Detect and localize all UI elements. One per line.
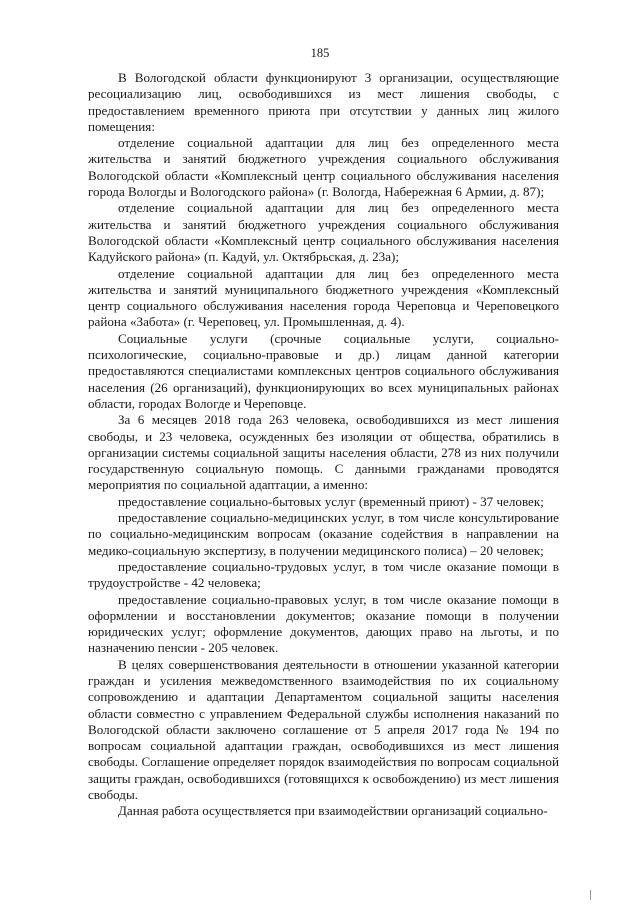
paragraph-cherepovets-department: отделение социальной адаптации для лиц без определенного места жительства и занятий муниципального бюджетного учреждения «Комплексный центр социального обслуживания населения города Череповца и Череповецкого района «Забота» (г. Череповец, ул. Промышленная, д. 4). [88,265,559,330]
list-item-labor-services: предоставление социально-трудовых услуг, в том числе оказание помощи в трудоустройстве - 42 человека; [88,558,559,591]
page-number: 185 [310,46,330,60]
scan-mark [590,890,591,900]
list-item-medical-services: предоставление социально-медицинских услуг, в том числе консультирование по социально-медицинским вопросам (оказание содействия в направлении на медико-социальную экспертизу, в получении медицинского полиса) – 20 человек; [88,510,559,558]
paragraph-closing-fragment: Данная работа осуществляется при взаимодействии организаций социально- [118,803,548,819]
paragraph-vologda-department: отделение социальной адаптации для лиц без определенного места жительства и занятий бюджетного учреждения социального обслуживания Вологодской области «Комплексный центр социального обслуживания населения города Вологды и Вологодского района» (г. Вологда, Набережная 6 Армии, д. 87); [88,135,559,200]
paragraph-social-services: Социальные услуги (срочные социальные услуги, социально-психологические, социально-правовые и др.) лицам данной категории предоставляются специалистами комплексных центров социального обслуживания населения (26 организаций), функционирующих во всех муниципальных районах области, городах Вологде и Череповце. [88,330,559,411]
paragraph-kaduy-department: отделение социальной адаптации для лиц без определенного места жительства и занятий бюджетного учреждения социального обслуживания Вологодской области «Комплексный центр социального обслуживания населения Кадуйского района» (п. Кадуй, ул. Октябрьская, д. 23а); [88,200,559,265]
list-item-legal-services: предоставление социально-правовых услуг, в том числе оказание помощи в оформлении и восстановлении документов; оказание помощи в получении юридических услуг; оформление документов, дающих право на льготы, и по назначению пенсии - 205 человек. [88,591,559,656]
list-item-household-services: предоставление социально-бытовых услуг (временный приют) - 37 человек; [118,493,544,509]
paragraph-intro: В Вологодской области функционируют 3 организации, осуществляющие ресоциализацию лиц, освободившихся из мест лишения свободы, с предоставлением временного приюта при отсутствии у данных лиц жилого помещения: [88,70,559,134]
paragraph-agreement: В целях совершенствования деятельности в отношении указанной категории граждан и усиления межведомственного взаимодействия по их социальному сопровождению и адаптации Департаментом социальной защиты населения области совместно с управлением Федеральной службы исполнения наказаний по Вологодской области заключено соглашение от 5 апреля 2017 года № 194 по вопросам социальной адаптации граждан, освободившихся из мест лишения свободы. Соглашение определяет порядок взаимодействия по вопросам социальной защиты граждан, освободившихся (готовящихся к освобождению) из мест лишения свободы. [88,656,559,803]
document-body [88,70,559,820]
paragraph-statistics: За 6 месяцев 2018 года 263 человека, освободившихся из мест лишения свободы, и 23 человека, осужденных без изоляции от общества, обратились в организации системы социальной защиты населения области, 278 из них получили государственную социальную помощь. С данными гражданами проводятся мероприятия по социальной адаптации, а именно: [88,412,559,493]
